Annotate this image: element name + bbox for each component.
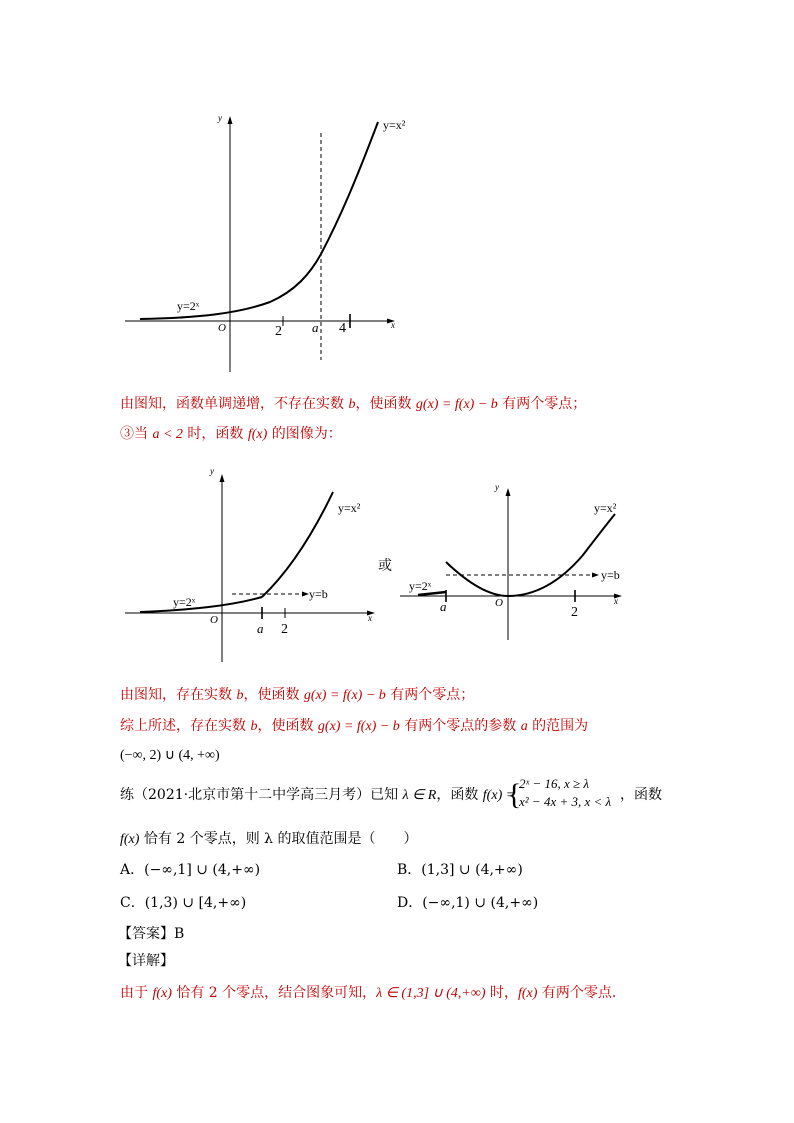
origin-label: O (218, 322, 226, 334)
origin-label: O (495, 597, 503, 609)
or-label: 或 (378, 558, 392, 574)
graph-2 (120, 460, 382, 665)
dashed-arrow (592, 573, 599, 578)
y-axis-arrow (228, 116, 233, 124)
curve-exp-label: y=2ˣ (177, 299, 200, 313)
text-line-2: 由图知，存在实数 b，使函数 g(x) = f(x) − b 有两个零点； (120, 687, 475, 703)
case-3-line: ③当 a < 2 时，函数 f(x) 的图像为： (120, 426, 342, 442)
problem-tail: ，函数 (620, 787, 662, 803)
graph-1 (110, 105, 410, 375)
x-label: x (391, 320, 395, 330)
detail-label: 【详解】 (118, 953, 174, 969)
tick-2-label: 2 (571, 605, 578, 620)
curve-pow-label: y=x² (594, 501, 617, 515)
tick-2-label: 2 (275, 324, 282, 339)
line-b-label: y=b (309, 587, 328, 601)
piecewise-brace: { (507, 778, 522, 811)
curve-exp-label: y=2ˣ (173, 595, 196, 609)
range-result: (−∞, 2) ∪ (4, +∞) (120, 748, 220, 763)
piece-1: 2ˣ − 16, x ≥ λ (519, 776, 589, 791)
tick-4-label: 4 (339, 321, 346, 336)
power-curve (262, 492, 333, 597)
dashed-arrow (302, 592, 309, 597)
y-axis-arrow (506, 488, 511, 496)
answer: 【答案】B (118, 926, 185, 942)
text-line-3: 综上所述，存在实数 b，使函数 g(x) = f(x) − b 有两个零点的参数 a 的范围为 (120, 718, 589, 734)
y-axis-arrow (220, 474, 225, 482)
piece-2: x² − 4x + 3, x < λ (519, 794, 612, 809)
tick-2-label: 2 (281, 622, 288, 637)
origin-label: O (210, 614, 218, 626)
graph-3 (398, 475, 630, 645)
option-c[interactable]: C．(1,3) ∪ [4,+∞) (120, 895, 247, 911)
tick-a-label: a (312, 320, 319, 335)
y-label: y (495, 482, 499, 492)
tick-a-label: a (257, 621, 264, 636)
option-a[interactable]: A．(−∞,1] ∪ (4,+∞) (120, 862, 261, 878)
text-line-1: 由图知，函数单调递增，不存在实数 b，使函数 g(x) = f(x) − b 有两个零点； (120, 396, 587, 412)
line-b-label: y=b (601, 568, 620, 582)
tick-a-label: a (440, 599, 447, 614)
option-b[interactable]: B．(1,3] ∪ (4,+∞) (397, 862, 523, 878)
exp-curve (140, 597, 262, 612)
y-label: y (210, 466, 214, 476)
explanation: 由于 f(x) 恰有 2 个零点，结合图象可知，λ ∈ (1,3] ∪ (4,+∞) 时，f(x) 有两个零点. (120, 985, 617, 1001)
power-curve (321, 122, 378, 254)
curve-pow-label: y=x² (383, 118, 406, 132)
option-d[interactable]: D．(−∞,1) ∪ (4,+∞) (397, 895, 539, 911)
x-label: x (614, 596, 618, 606)
curve-exp-label: y=2ˣ (409, 579, 432, 593)
curve-pow-label: y=x² (338, 501, 361, 515)
y-label: y (218, 113, 222, 123)
problem-line-2: f(x) 恰有 2 个零点，则 λ 的取值范围是（ ） (120, 831, 418, 847)
x-label: x (368, 613, 372, 623)
problem-line-1: 练（2021·北京市第十二中学高三月考）已知 λ ∈ R，函数 f(x) = (120, 787, 516, 803)
power-curve (446, 514, 615, 596)
